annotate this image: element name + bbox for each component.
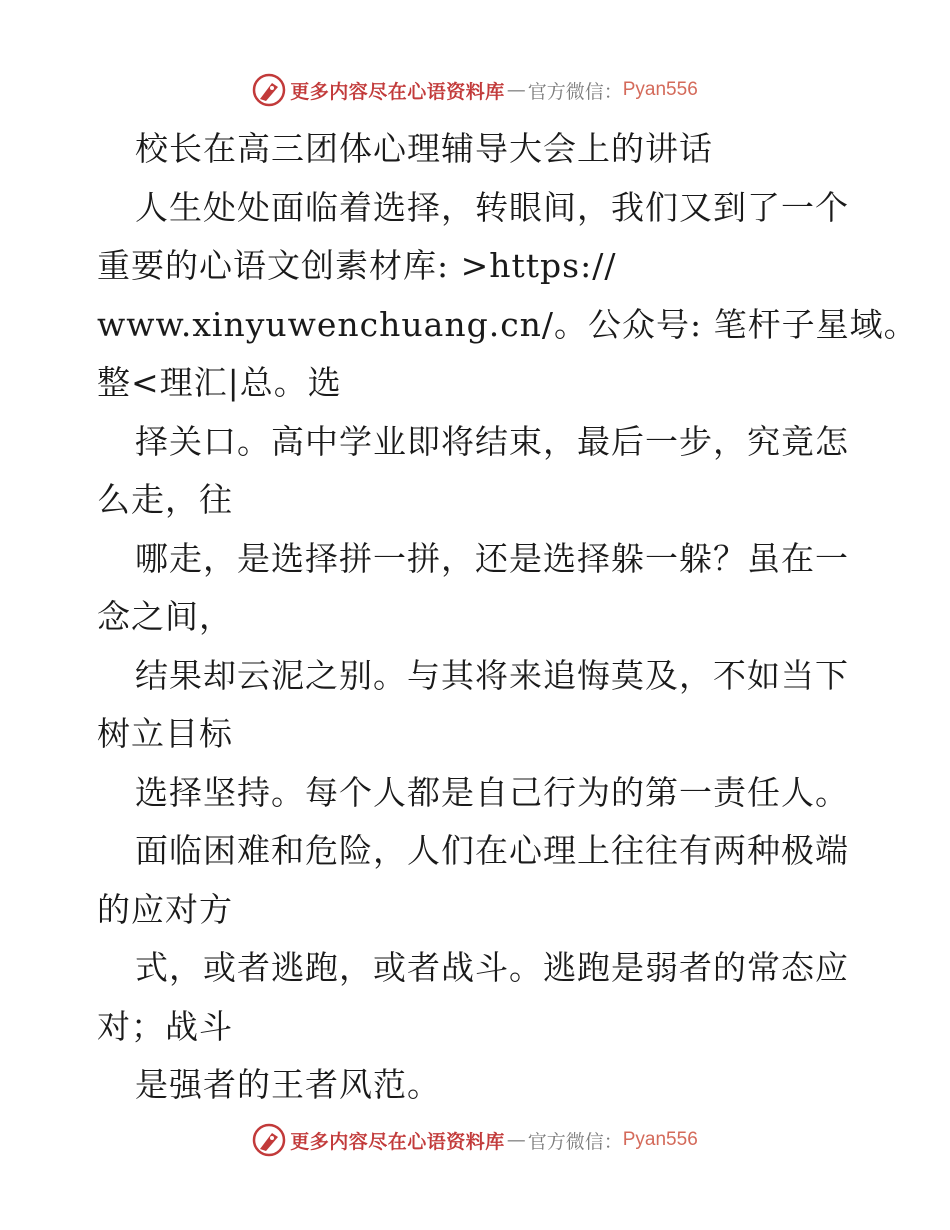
banner-slogan: 更多内容尽在心语资料库 [290, 1130, 505, 1153]
paragraph-line: 的应对方 [97, 889, 233, 929]
banner-wechat-id: Pyan556 [622, 1129, 698, 1150]
pen-nib-logo-icon [252, 1123, 286, 1157]
paragraph-line: 式，或者逃跑，或者战斗。逃跑是弱者的常态应 [135, 948, 849, 987]
paragraph-line: 选择坚持。每个人都是自己行为的第一责任人。 [135, 772, 849, 812]
pen-nib-logo-icon [252, 73, 286, 107]
document-title: 校长在高三团体心理辅导大会上的讲话 [135, 129, 713, 168]
paragraph-line: 面临困难和危险，人们在心理上往往有两种极端 [135, 831, 849, 870]
banner-separator: — [506, 79, 526, 101]
paragraph-line: 哪走，是选择拼一拼，还是选择躲一躲？虽在一 [135, 538, 849, 578]
paragraph-line: 是强者的王者风范。 [135, 1065, 441, 1104]
banner-slogan: 更多内容尽在心语资料库 [290, 80, 505, 103]
paragraph-line-url: www.xinyuwenchuang.cn/。公众号: 笔杆子星域。 [97, 304, 918, 344]
paragraph-line: 人生处处面临着选择，转眼间，我们又到了一个 [135, 187, 849, 227]
paragraph-line: 整<理汇|总。选 [97, 363, 342, 402]
banner-contact-label: 官方微信： [527, 80, 623, 103]
paragraph-line: 择关口。高中学业即将结束，最后一步，究竟怎 [135, 421, 849, 461]
paragraph-line: 对；战斗 [97, 1006, 233, 1046]
banner-separator: — [506, 1129, 526, 1151]
paragraph-line: 树立目标 [97, 714, 233, 753]
footer-banner [0, 1120, 950, 1160]
paragraph-line: 结果却云泥之别。与其将来追悔莫及，不如当下 [135, 655, 849, 695]
document-body [97, 120, 918, 1115]
paragraph-line: 么走，往 [97, 480, 233, 519]
banner-wechat-id: Pyan556 [622, 79, 698, 100]
paragraph-line: 重要的心语文创素材库: >https:// [97, 246, 617, 285]
header-banner [0, 70, 950, 110]
banner-contact-label: 官方微信： [527, 1130, 623, 1153]
paragraph-line: 念之间， [97, 597, 233, 636]
